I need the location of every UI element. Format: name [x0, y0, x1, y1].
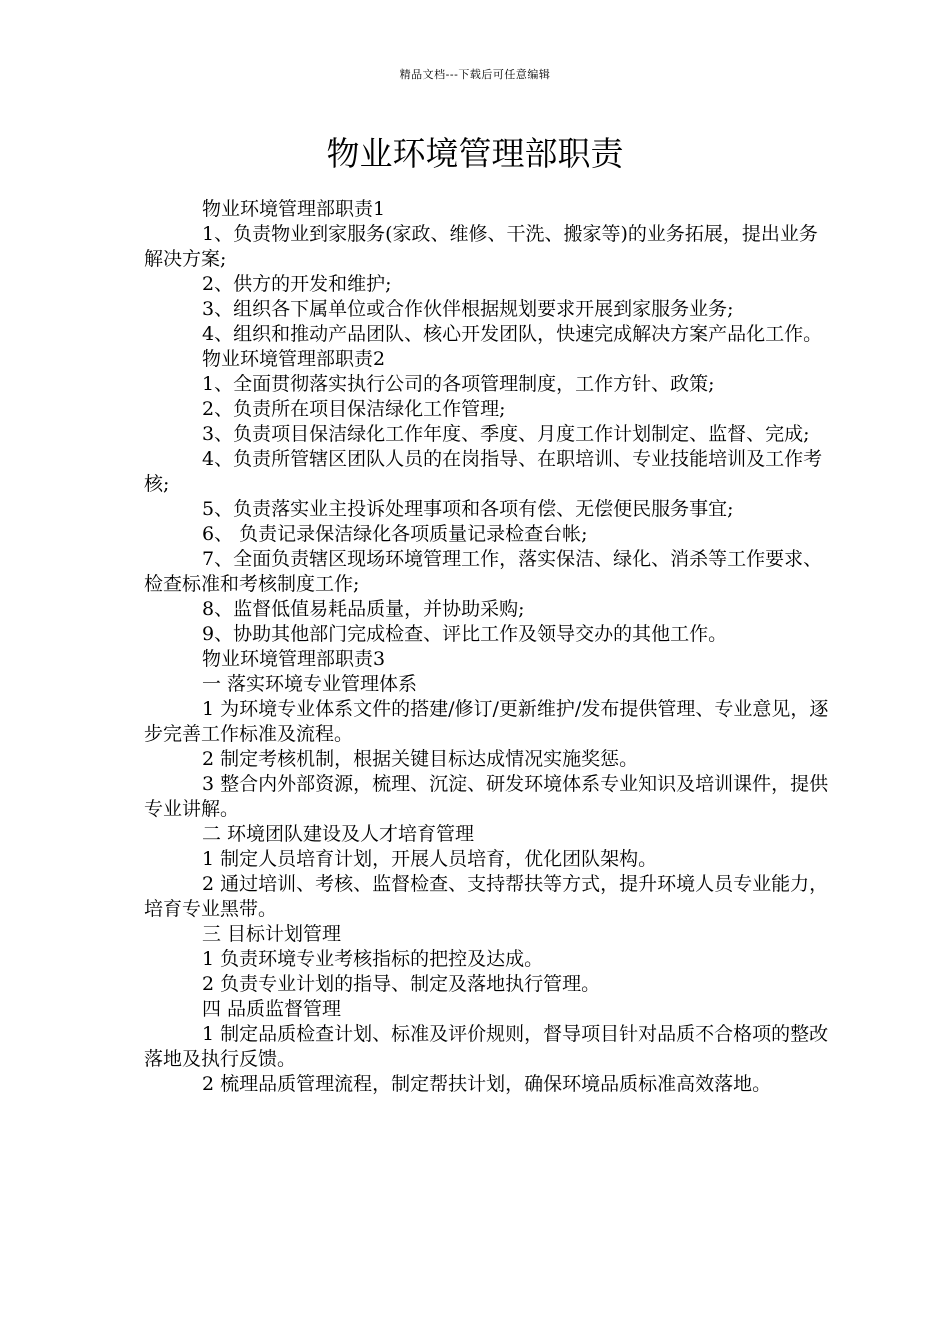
- paragraph: 3 整合内外部资源，梳理、沉淀、研发环境体系专业知识及培训课件，提供专业讲解。: [144, 773, 829, 820]
- page-title: 物业环境管理部职责: [326, 134, 624, 173]
- paragraph: 2 制定考核机制，根据关键目标达成情况实施奖惩。: [202, 748, 639, 770]
- paragraph: 三 目标计划管理: [202, 923, 342, 945]
- paragraph: 2、供方的开发和维护;: [202, 273, 392, 295]
- paragraph: 2 通过培训、考核、监督检查、支持帮扶等方式，提升环境人员专业能力，培育专业黑带。: [144, 873, 829, 920]
- paragraph: 4、负责所管辖区团队人员的在岗指导、在职培训、专业技能培训及工作考核;: [144, 448, 823, 495]
- paragraph: 二 环境团队建设及人才培育管理: [202, 823, 475, 845]
- paragraph: 2、负责所在项目保洁绿化工作管理;: [202, 398, 506, 420]
- paragraph: 8、监督低值易耗品质量，并协助采购;: [202, 598, 525, 620]
- paragraph: 物业环境管理部职责2: [202, 348, 386, 370]
- paragraph: 2 梳理品质管理流程，制定帮扶计划，确保环境品质标准高效落地。: [202, 1073, 772, 1095]
- paragraph: 5、负责落实业主投诉处理事项和各项有偿、无偿便民服务事宜;: [202, 498, 734, 520]
- paragraph: 1、负责物业到家服务(家政、维修、干洗、搬家等)的业务拓展，提出业务解决方案;: [144, 223, 818, 270]
- paragraph: 6、 负责记录保洁绿化各项质量记录检查台帐;: [202, 523, 588, 545]
- paragraph: 1 负责环境专业考核指标的把控及达成。: [202, 948, 544, 970]
- paragraph: 1 为环境专业体系文件的搭建/修订/更新维护/发布提供管理、专业意见，逐步完善工作标准及流程。: [144, 698, 829, 745]
- paragraph: 一 落实环境专业管理体系: [202, 673, 418, 695]
- paragraph: 物业环境管理部职责1: [202, 198, 386, 220]
- paragraph: 4、组织和推动产品团队、核心开发团队，快速完成解决方案产品化工作。: [202, 323, 823, 345]
- header-note: 精品文档---下载后可任意编辑: [399, 68, 551, 81]
- paragraph: 3、组织各下属单位或合作伙伴根据规划要求开展到家服务业务;: [202, 298, 734, 320]
- paragraph: 9、协助其他部门完成检查、评比工作及领导交办的其他工作。: [202, 623, 728, 645]
- paragraph: 2 负责专业计划的指导、制定及落地执行管理。: [202, 973, 601, 995]
- paragraph: 1 制定人员培育计划，开展人员培育，优化团队架构。: [202, 848, 658, 870]
- document-body: [144, 197, 834, 1097]
- paragraph: 四 品质监督管理: [202, 998, 342, 1020]
- paragraph: 1 制定品质检查计划、标准及评价规则，督导项目针对品质不合格项的整改落地及执行反馈。: [144, 1023, 829, 1070]
- paragraph: 7、全面负责辖区现场环境管理工作，落实保洁、绿化、消杀等工作要求、检查标准和考核制度工作;: [144, 548, 823, 595]
- paragraph: 物业环境管理部职责3: [202, 648, 386, 670]
- paragraph: 3、负责项目保洁绿化工作年度、季度、月度工作计划制定、监督、完成;: [202, 423, 810, 445]
- paragraph: 1、全面贯彻落实执行公司的各项管理制度，工作方针、政策;: [202, 373, 715, 395]
